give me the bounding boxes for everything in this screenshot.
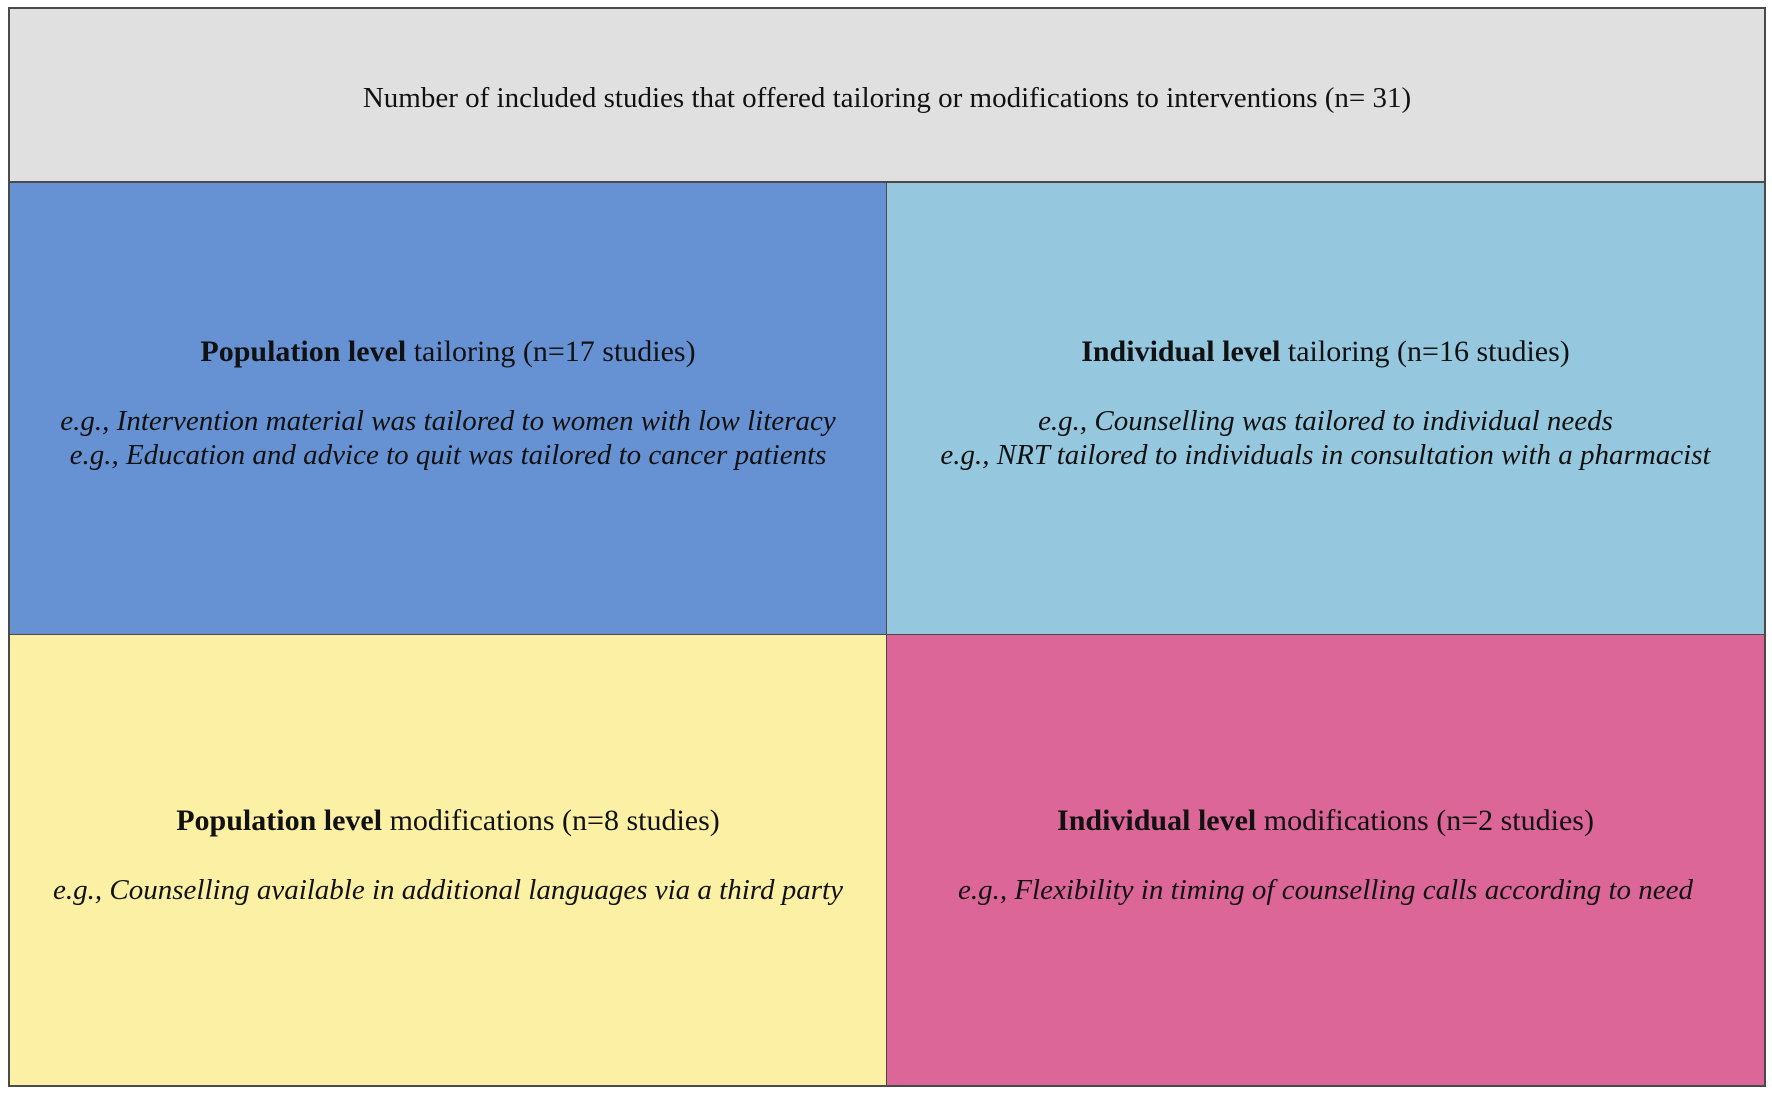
population-tailoring-box bbox=[10, 183, 887, 635]
individual-tailoring-example-2: e.g., NRT tailored to individuals in consultation with a pharmacist bbox=[940, 438, 1711, 471]
population-modifications-box bbox=[10, 635, 887, 1085]
individual-tailoring-title bbox=[1081, 334, 1570, 370]
population-modifications-rest: modifications (n=8 studies) bbox=[382, 804, 720, 837]
population-tailoring-bold: Population level bbox=[200, 334, 407, 368]
population-tailoring-rest: tailoring (n=17 studies) bbox=[406, 334, 696, 368]
population-modifications-bold: Population level bbox=[176, 804, 383, 837]
population-modifications-title bbox=[176, 803, 720, 839]
population-modifications-example-1: e.g., Counselling available in additional languages via a third party bbox=[53, 874, 843, 906]
tailoring-diagram bbox=[8, 7, 1766, 1087]
population-tailoring-title bbox=[200, 334, 695, 370]
individual-modifications-bold: Individual level bbox=[1057, 804, 1257, 837]
individual-modifications-title bbox=[1057, 803, 1594, 839]
individual-tailoring-example-1: e.g., Counselling was tailored to individual needs bbox=[1038, 404, 1613, 437]
population-tailoring-example-2: e.g., Education and advice to quit was tailored to cancer patients bbox=[69, 438, 827, 471]
header-text: Number of included studies that offered tailoring or modifications to interventions (n= 31) bbox=[362, 81, 1412, 114]
header-box bbox=[10, 9, 1764, 183]
individual-tailoring-bold: Individual level bbox=[1081, 334, 1281, 368]
population-tailoring-example-1: e.g., Intervention material was tailored to women with low literacy bbox=[60, 404, 836, 437]
individual-tailoring-rest: tailoring (n=16 studies) bbox=[1280, 334, 1570, 368]
individual-modifications-box bbox=[887, 635, 1764, 1085]
individual-tailoring-box bbox=[887, 183, 1764, 635]
individual-modifications-example-1: e.g., Flexibility in timing of counselling calls according to need bbox=[957, 874, 1694, 906]
individual-modifications-rest: modifications (n=2 studies) bbox=[1256, 804, 1594, 837]
